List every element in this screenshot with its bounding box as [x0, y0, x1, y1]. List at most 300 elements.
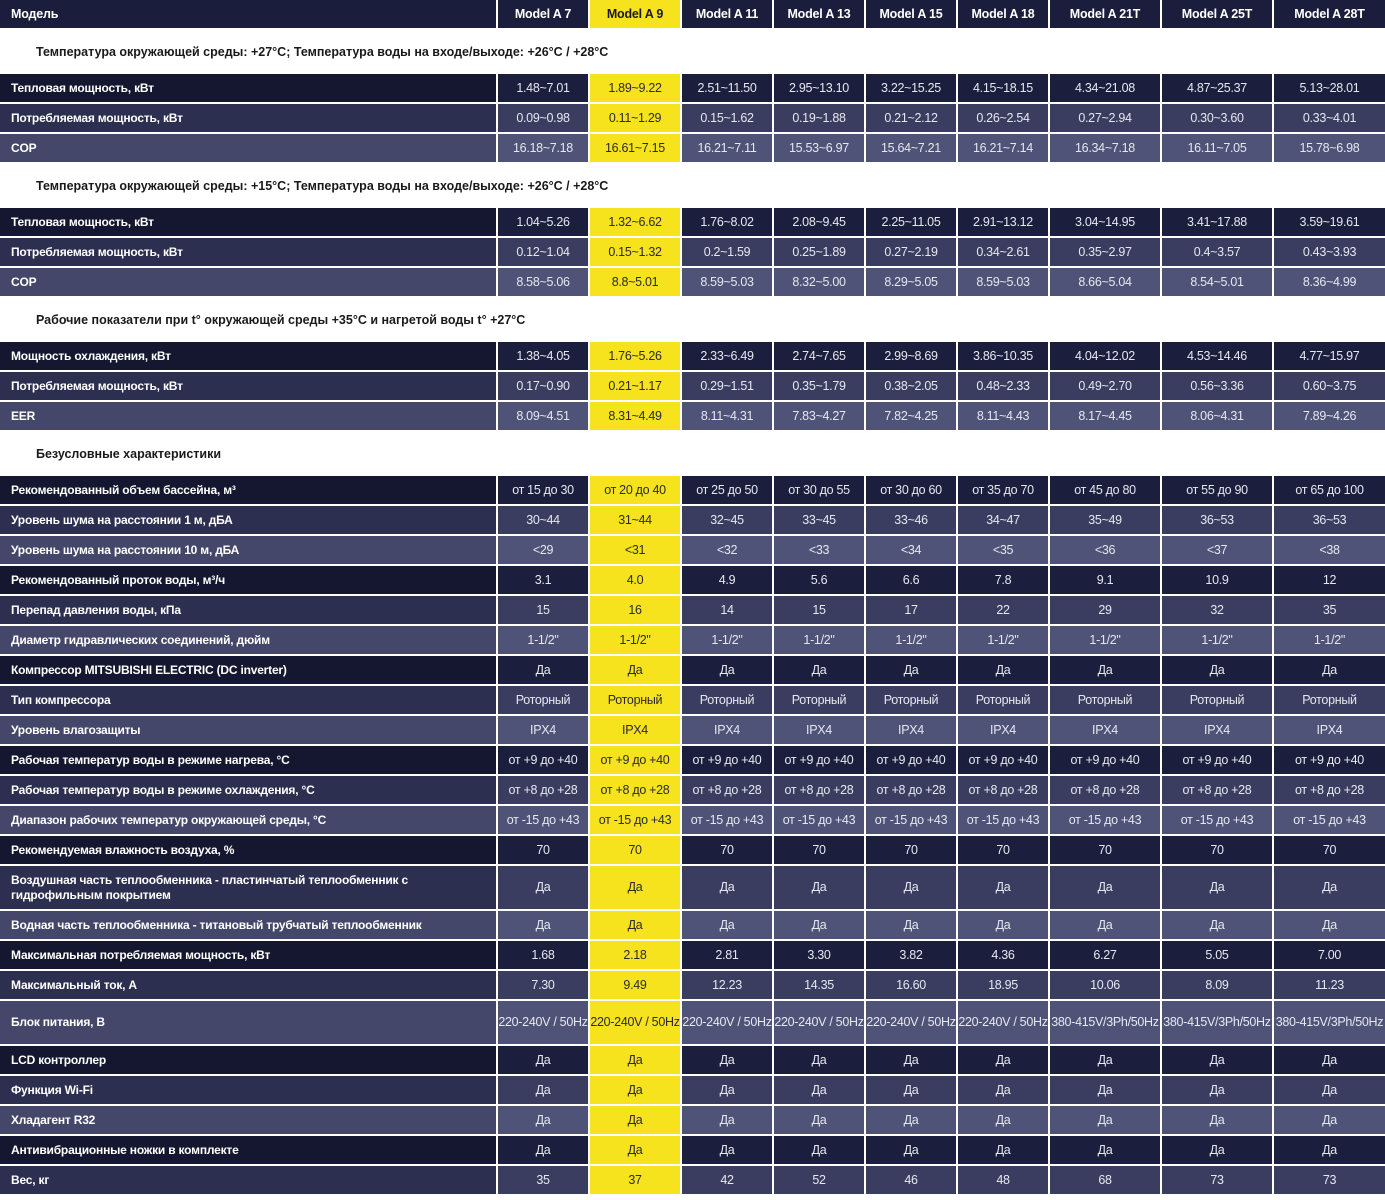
- value-cell: 16.11~7.05: [1161, 133, 1273, 163]
- value-cell: Да: [773, 1045, 865, 1075]
- value-cell: Да: [957, 865, 1049, 910]
- value-cell: Да: [497, 1105, 589, 1135]
- value-cell: 2.99~8.69: [865, 341, 957, 371]
- value-cell: 73: [1161, 1165, 1273, 1195]
- value-cell-highlighted: 2.18: [589, 940, 681, 970]
- value-cell: 6.27: [1049, 940, 1161, 970]
- table-row: [0, 835, 1385, 865]
- value-cell: Да: [1273, 1045, 1385, 1075]
- value-cell: от +8 до +28: [497, 775, 589, 805]
- value-cell: Да: [1161, 1045, 1273, 1075]
- value-cell: 15.53~6.97: [773, 133, 865, 163]
- row-label: Водная часть теплообменника - титановый трубчатый теплообменник: [0, 910, 497, 940]
- value-cell: от +9 до +40: [865, 745, 957, 775]
- value-cell: от 45 до 80: [1049, 475, 1161, 505]
- value-cell-highlighted: от +9 до +40: [589, 745, 681, 775]
- value-cell: 2.81: [681, 940, 773, 970]
- value-cell: Да: [1049, 1045, 1161, 1075]
- value-cell: Да: [681, 1075, 773, 1105]
- value-cell: Да: [865, 1135, 957, 1165]
- table-row: [0, 267, 1385, 297]
- value-cell: Да: [1161, 655, 1273, 685]
- value-cell: Роторный: [957, 685, 1049, 715]
- value-cell: Да: [1161, 865, 1273, 910]
- value-cell: 70: [865, 835, 957, 865]
- value-cell: <32: [681, 535, 773, 565]
- value-cell: 36~53: [1161, 505, 1273, 535]
- value-cell-highlighted: IPX4: [589, 715, 681, 745]
- value-cell: Да: [681, 865, 773, 910]
- table-row: [0, 207, 1385, 237]
- value-cell: 16.34~7.18: [1049, 133, 1161, 163]
- value-cell: 0.48~2.33: [957, 371, 1049, 401]
- value-cell: Да: [1273, 1105, 1385, 1135]
- value-cell: 8.59~5.03: [681, 267, 773, 297]
- table-row: [0, 970, 1385, 1000]
- value-cell: 3.1: [497, 565, 589, 595]
- value-cell: 70: [1273, 835, 1385, 865]
- value-cell: 70: [1161, 835, 1273, 865]
- value-cell: от 30 до 55: [773, 475, 865, 505]
- value-cell: 8.58~5.06: [497, 267, 589, 297]
- table-row: [0, 715, 1385, 745]
- table-row: [0, 1135, 1385, 1165]
- value-cell: Да: [773, 910, 865, 940]
- value-cell: от 30 до 60: [865, 475, 957, 505]
- table-row: [0, 1045, 1385, 1075]
- value-cell: 46: [865, 1165, 957, 1195]
- value-cell-highlighted: Да: [589, 1045, 681, 1075]
- value-cell: 0.19~1.88: [773, 103, 865, 133]
- value-cell: от +9 до +40: [1273, 745, 1385, 775]
- value-cell: Да: [957, 910, 1049, 940]
- value-cell: 15.78~6.98: [1273, 133, 1385, 163]
- value-cell: 220-240V / 50Hz: [865, 1000, 957, 1045]
- value-cell: 15: [773, 595, 865, 625]
- model-header: Model A 15: [865, 0, 957, 29]
- value-cell: Да: [957, 655, 1049, 685]
- value-cell: от +8 до +28: [681, 775, 773, 805]
- table-row: [0, 745, 1385, 775]
- model-header: Model A 7: [497, 0, 589, 29]
- value-cell: Да: [865, 910, 957, 940]
- value-cell: 3.22~15.25: [865, 73, 957, 103]
- value-cell: 2.91~13.12: [957, 207, 1049, 237]
- value-cell: 2.33~6.49: [681, 341, 773, 371]
- value-cell: 7.89~4.26: [1273, 401, 1385, 431]
- value-cell: 0.27~2.19: [865, 237, 957, 267]
- table-row: [0, 371, 1385, 401]
- value-cell-highlighted: 0.15~1.32: [589, 237, 681, 267]
- table-row: [0, 775, 1385, 805]
- value-cell: Да: [865, 1045, 957, 1075]
- value-cell: Да: [957, 1135, 1049, 1165]
- value-cell: 73: [1273, 1165, 1385, 1195]
- table-row: [0, 565, 1385, 595]
- row-label: Рабочая температур воды в режиме нагрева, °C: [0, 745, 497, 775]
- value-cell: 70: [497, 835, 589, 865]
- value-cell-highlighted: Да: [589, 1135, 681, 1165]
- value-cell: от -15 до +43: [1273, 805, 1385, 835]
- section-heading-row: [0, 163, 1385, 207]
- value-cell: 70: [773, 835, 865, 865]
- value-cell: от -15 до +43: [773, 805, 865, 835]
- value-cell: <36: [1049, 535, 1161, 565]
- value-cell-highlighted: 8.8~5.01: [589, 267, 681, 297]
- value-cell: Да: [1273, 1075, 1385, 1105]
- value-cell: Да: [957, 1045, 1049, 1075]
- value-cell: Да: [681, 1105, 773, 1135]
- row-label: Перепад давления воды, кПа: [0, 595, 497, 625]
- value-cell-highlighted: Роторный: [589, 685, 681, 715]
- row-label: Диапазон рабочих температур окружающей среды, °C: [0, 805, 497, 835]
- value-cell: 16.21~7.14: [957, 133, 1049, 163]
- value-cell: Да: [957, 1105, 1049, 1135]
- value-cell: 220-240V / 50Hz: [773, 1000, 865, 1045]
- value-cell: 1-1/2": [957, 625, 1049, 655]
- value-cell: 0.21~2.12: [865, 103, 957, 133]
- value-cell: Да: [1161, 1135, 1273, 1165]
- value-cell: 8.09: [1161, 970, 1273, 1000]
- value-cell: 1-1/2": [865, 625, 957, 655]
- value-cell: от -15 до +43: [497, 805, 589, 835]
- value-cell: от +8 до +28: [773, 775, 865, 805]
- value-cell-highlighted: Да: [589, 910, 681, 940]
- value-cell: 0.56~3.36: [1161, 371, 1273, 401]
- row-label: Уровень шума на расстоянии 1 м, дБА: [0, 505, 497, 535]
- value-cell: 0.30~3.60: [1161, 103, 1273, 133]
- section-heading-row: [0, 431, 1385, 475]
- value-cell: 35: [1273, 595, 1385, 625]
- value-cell: 4.34~21.08: [1049, 73, 1161, 103]
- value-cell: от 55 до 90: [1161, 475, 1273, 505]
- value-cell: 52: [773, 1165, 865, 1195]
- section-title: Безусловные характеристики: [0, 431, 1385, 475]
- value-cell: IPX4: [865, 715, 957, 745]
- value-cell: 4.53~14.46: [1161, 341, 1273, 371]
- value-cell: от +9 до +40: [1049, 745, 1161, 775]
- value-cell: 14: [681, 595, 773, 625]
- value-cell: 1.76~8.02: [681, 207, 773, 237]
- value-cell: 8.32~5.00: [773, 267, 865, 297]
- value-cell: 7.30: [497, 970, 589, 1000]
- value-cell: Да: [681, 1135, 773, 1165]
- value-cell: 4.77~15.97: [1273, 341, 1385, 371]
- value-cell-highlighted: Да: [589, 1075, 681, 1105]
- value-cell: 36~53: [1273, 505, 1385, 535]
- value-cell-highlighted: Да: [589, 1105, 681, 1135]
- header-label: Модель: [0, 0, 497, 29]
- value-cell: Да: [773, 1135, 865, 1165]
- value-cell: 1-1/2": [1161, 625, 1273, 655]
- value-cell: от 65 до 100: [1273, 475, 1385, 505]
- value-cell-highlighted: 16.61~7.15: [589, 133, 681, 163]
- row-label: Рабочая температур воды в режиме охлаждения, °C: [0, 775, 497, 805]
- row-label: COP: [0, 133, 497, 163]
- value-cell: IPX4: [681, 715, 773, 745]
- value-cell: 1-1/2": [1049, 625, 1161, 655]
- value-cell: 7.00: [1273, 940, 1385, 970]
- table-row: [0, 625, 1385, 655]
- value-cell: <35: [957, 535, 1049, 565]
- table-row: [0, 1075, 1385, 1105]
- model-header: Model A 25T: [1161, 0, 1273, 29]
- value-cell: 8.06~4.31: [1161, 401, 1273, 431]
- value-cell: 0.43~3.93: [1273, 237, 1385, 267]
- value-cell: IPX4: [1161, 715, 1273, 745]
- value-cell: IPX4: [1049, 715, 1161, 745]
- table-row: [0, 103, 1385, 133]
- value-cell: 5.05: [1161, 940, 1273, 970]
- value-cell: <29: [497, 535, 589, 565]
- value-cell-highlighted: Да: [589, 655, 681, 685]
- value-cell: Да: [773, 1075, 865, 1105]
- value-cell: Да: [1273, 865, 1385, 910]
- value-cell: 2.25~11.05: [865, 207, 957, 237]
- value-cell: 220-240V / 50Hz: [681, 1000, 773, 1045]
- value-cell: от +9 до +40: [957, 745, 1049, 775]
- value-cell: 1.38~4.05: [497, 341, 589, 371]
- value-cell: Да: [1273, 910, 1385, 940]
- value-cell: от +8 до +28: [865, 775, 957, 805]
- value-cell-highlighted: 1.89~9.22: [589, 73, 681, 103]
- value-cell: 42: [681, 1165, 773, 1195]
- value-cell-highlighted: 70: [589, 835, 681, 865]
- value-cell: 380-415V/3Ph/50Hz: [1273, 1000, 1385, 1045]
- value-cell: 4.87~25.37: [1161, 73, 1273, 103]
- value-cell: 0.29~1.51: [681, 371, 773, 401]
- value-cell: 3.30: [773, 940, 865, 970]
- value-cell: 7.8: [957, 565, 1049, 595]
- value-cell: 380-415V/3Ph/50Hz: [1161, 1000, 1273, 1045]
- value-cell: от 35 до 70: [957, 475, 1049, 505]
- section-title: Температура окружающей среды: +27°C; Температура воды на входе/выходе: +26°C / +28°C: [0, 29, 1385, 73]
- table-row: [0, 475, 1385, 505]
- value-cell: 8.17~4.45: [1049, 401, 1161, 431]
- value-cell: Да: [1161, 1075, 1273, 1105]
- row-label: Блок питания, В: [0, 1000, 497, 1045]
- value-cell-highlighted: 0.21~1.17: [589, 371, 681, 401]
- value-cell: 10.06: [1049, 970, 1161, 1000]
- value-cell: 15.64~7.21: [865, 133, 957, 163]
- table-row: [0, 805, 1385, 835]
- row-label: Вес, кг: [0, 1165, 497, 1195]
- row-label: Рекомендованный объем бассейна, м³: [0, 475, 497, 505]
- value-cell: 2.08~9.45: [773, 207, 865, 237]
- value-cell: IPX4: [1273, 715, 1385, 745]
- value-cell: Да: [1049, 1075, 1161, 1105]
- table-row: [0, 237, 1385, 267]
- value-cell: от -15 до +43: [1049, 805, 1161, 835]
- section-heading-row: [0, 29, 1385, 73]
- value-cell: <38: [1273, 535, 1385, 565]
- row-label: Компрессор MITSUBISHI ELECTRIC (DC inverter): [0, 655, 497, 685]
- row-label: Антивибрационные ножки в комплекте: [0, 1135, 497, 1165]
- header-row: [0, 0, 1385, 29]
- value-cell: Да: [681, 655, 773, 685]
- table-row: [0, 685, 1385, 715]
- value-cell: Да: [865, 865, 957, 910]
- value-cell: 7.83~4.27: [773, 401, 865, 431]
- value-cell: 11.23: [1273, 970, 1385, 1000]
- value-cell: 15: [497, 595, 589, 625]
- value-cell: 32~45: [681, 505, 773, 535]
- value-cell: IPX4: [957, 715, 1049, 745]
- value-cell: 18.95: [957, 970, 1049, 1000]
- value-cell: 2.74~7.65: [773, 341, 865, 371]
- value-cell: 3.86~10.35: [957, 341, 1049, 371]
- value-cell: Роторный: [773, 685, 865, 715]
- value-cell: 2.95~13.10: [773, 73, 865, 103]
- value-cell: 10.9: [1161, 565, 1273, 595]
- value-cell: 4.04~12.02: [1049, 341, 1161, 371]
- value-cell: 3.82: [865, 940, 957, 970]
- value-cell: 70: [957, 835, 1049, 865]
- value-cell: Да: [1049, 1105, 1161, 1135]
- table-row: [0, 401, 1385, 431]
- value-cell: <34: [865, 535, 957, 565]
- value-cell: 0.49~2.70: [1049, 371, 1161, 401]
- value-cell: Да: [497, 910, 589, 940]
- value-cell: 0.12~1.04: [497, 237, 589, 267]
- value-cell-highlighted: от 20 до 40: [589, 475, 681, 505]
- table-row: [0, 535, 1385, 565]
- value-cell: 8.36~4.99: [1273, 267, 1385, 297]
- value-cell: 0.60~3.75: [1273, 371, 1385, 401]
- value-cell: 8.11~4.43: [957, 401, 1049, 431]
- value-cell: 7.82~4.25: [865, 401, 957, 431]
- row-label: Уровень влагозащиты: [0, 715, 497, 745]
- value-cell: 0.2~1.59: [681, 237, 773, 267]
- value-cell: от +9 до +40: [1161, 745, 1273, 775]
- value-cell: Да: [497, 1045, 589, 1075]
- value-cell-highlighted: 1.76~5.26: [589, 341, 681, 371]
- value-cell: Да: [1049, 865, 1161, 910]
- value-cell: 16.21~7.11: [681, 133, 773, 163]
- value-cell: 1.68: [497, 940, 589, 970]
- value-cell: 70: [1049, 835, 1161, 865]
- value-cell-highlighted: 9.49: [589, 970, 681, 1000]
- value-cell: Да: [773, 1105, 865, 1135]
- value-cell: 0.34~2.61: [957, 237, 1049, 267]
- model-header: Model A 21T: [1049, 0, 1161, 29]
- value-cell: 8.11~4.31: [681, 401, 773, 431]
- value-cell: 8.29~5.05: [865, 267, 957, 297]
- value-cell: 0.27~2.94: [1049, 103, 1161, 133]
- value-cell: 4.15~18.15: [957, 73, 1049, 103]
- value-cell: Да: [497, 1135, 589, 1165]
- value-cell: 0.17~0.90: [497, 371, 589, 401]
- value-cell-highlighted: 1-1/2": [589, 625, 681, 655]
- value-cell: Роторный: [865, 685, 957, 715]
- table-row: [0, 595, 1385, 625]
- table-row: [0, 1000, 1385, 1045]
- value-cell: от -15 до +43: [957, 805, 1049, 835]
- value-cell: 33~45: [773, 505, 865, 535]
- value-cell: 14.35: [773, 970, 865, 1000]
- value-cell: 5.13~28.01: [1273, 73, 1385, 103]
- value-cell: 0.33~4.01: [1273, 103, 1385, 133]
- value-cell: 30~44: [497, 505, 589, 535]
- value-cell: 35: [497, 1165, 589, 1195]
- value-cell-highlighted: 37: [589, 1165, 681, 1195]
- value-cell-highlighted: 31~44: [589, 505, 681, 535]
- value-cell: от 15 до 30: [497, 475, 589, 505]
- row-label: Потребляемая мощность, кВт: [0, 371, 497, 401]
- value-cell-highlighted: 16: [589, 595, 681, 625]
- row-label: Функция Wi-Fi: [0, 1075, 497, 1105]
- value-cell: <33: [773, 535, 865, 565]
- value-cell: 6.6: [865, 565, 957, 595]
- section-heading-row: [0, 297, 1385, 341]
- value-cell: 48: [957, 1165, 1049, 1195]
- row-label: Потребляемая мощность, кВт: [0, 237, 497, 267]
- value-cell: Да: [773, 655, 865, 685]
- value-cell: 16.18~7.18: [497, 133, 589, 163]
- value-cell: Да: [957, 1075, 1049, 1105]
- value-cell-highlighted: 1.32~6.62: [589, 207, 681, 237]
- value-cell: 9.1: [1049, 565, 1161, 595]
- value-cell: Роторный: [1049, 685, 1161, 715]
- value-cell: 22: [957, 595, 1049, 625]
- value-cell: 1-1/2": [1273, 625, 1385, 655]
- table-row: [0, 133, 1385, 163]
- value-cell: 1-1/2": [773, 625, 865, 655]
- row-label: Рекомендуемая влажность воздуха, %: [0, 835, 497, 865]
- value-cell: 0.25~1.89: [773, 237, 865, 267]
- value-cell: 35~49: [1049, 505, 1161, 535]
- row-label: Максимальная потребляемая мощность, кВт: [0, 940, 497, 970]
- value-cell: 220-240V / 50Hz: [497, 1000, 589, 1045]
- value-cell: 12: [1273, 565, 1385, 595]
- value-cell: Роторный: [681, 685, 773, 715]
- value-cell: 4.36: [957, 940, 1049, 970]
- value-cell-highlighted: от -15 до +43: [589, 805, 681, 835]
- value-cell: 34~47: [957, 505, 1049, 535]
- value-cell: Да: [1273, 1135, 1385, 1165]
- value-cell: 8.66~5.04: [1049, 267, 1161, 297]
- value-cell: Да: [497, 655, 589, 685]
- table-row: [0, 1105, 1385, 1135]
- value-cell: Да: [1161, 1105, 1273, 1135]
- value-cell: Роторный: [497, 685, 589, 715]
- row-label: Тепловая мощность, кВт: [0, 73, 497, 103]
- value-cell-highlighted: <31: [589, 535, 681, 565]
- value-cell: Да: [865, 655, 957, 685]
- value-cell: от +8 до +28: [1273, 775, 1385, 805]
- value-cell-highlighted: от +8 до +28: [589, 775, 681, 805]
- value-cell: Да: [497, 865, 589, 910]
- section-title: Рабочие показатели при t° окружающей среды +35°C и нагретой воды t° +27°C: [0, 297, 1385, 341]
- value-cell: 68: [1049, 1165, 1161, 1195]
- value-cell: от +9 до +40: [773, 745, 865, 775]
- row-label: Рекомендованный проток воды, м³/ч: [0, 565, 497, 595]
- value-cell: 1.04~5.26: [497, 207, 589, 237]
- value-cell: от 25 до 50: [681, 475, 773, 505]
- value-cell: от -15 до +43: [681, 805, 773, 835]
- value-cell: 3.41~17.88: [1161, 207, 1273, 237]
- value-cell-highlighted: 220-240V / 50Hz: [589, 1000, 681, 1045]
- model-header-highlighted: Model A 9: [589, 0, 681, 29]
- row-label: LCD контроллер: [0, 1045, 497, 1075]
- value-cell: IPX4: [497, 715, 589, 745]
- value-cell: Да: [681, 1045, 773, 1075]
- value-cell-highlighted: 4.0: [589, 565, 681, 595]
- value-cell: от -15 до +43: [865, 805, 957, 835]
- value-cell: Да: [1049, 910, 1161, 940]
- value-cell: 0.09~0.98: [497, 103, 589, 133]
- value-cell: Да: [773, 865, 865, 910]
